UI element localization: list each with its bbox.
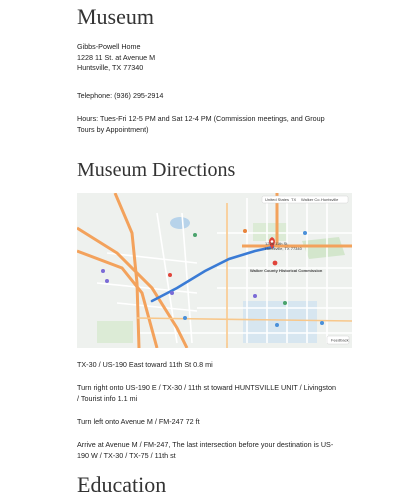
map-park: [253, 223, 287, 241]
direction-step: [77, 417, 357, 428]
map-pin-label: 1228 11th St,: [265, 241, 289, 246]
direction-step: [77, 440, 357, 461]
direction-step-line: / Tourist info 1.1 mi: [77, 393, 138, 403]
map-tab[interactable]: Huntsville: [321, 197, 339, 202]
hours-line: Hours: Tues-Fri 12-5 PM and Sat 12-4 PM (Commission meetings, and Group: [77, 114, 325, 123]
map-tab[interactable]: TX: [291, 197, 297, 202]
telephone-text: Telephone: (936) 295-2914: [77, 91, 164, 100]
direction-step-line: TX-30 / US-190 East toward 11th St 0.8 mi: [77, 360, 213, 369]
direction-step: [77, 383, 357, 404]
directions-list: [77, 360, 357, 474]
map-embed[interactable]: [77, 193, 352, 348]
address-line: Gibbs-Powell Home: [77, 42, 141, 51]
hours-line: Tours by Appointment): [77, 124, 149, 134]
map-feedback-button[interactable]: [327, 336, 349, 344]
direction-step-line: 190 W / TX-30 / TX-75 / 11th st: [77, 450, 176, 460]
direction-step: [77, 360, 357, 371]
map-water: [170, 217, 190, 229]
address-line: Huntsville, TX 77340: [77, 63, 144, 73]
poi-marker-icon[interactable]: [273, 261, 278, 266]
hours-text: [77, 114, 355, 135]
direction-step-line: Arrive at Avenue M / FM-247, The last intersection before your destination is US-: [77, 440, 334, 450]
map-pin-label: Huntsville, TX 77340: [265, 246, 302, 251]
map-breadcrumb-bar[interactable]: [262, 196, 348, 203]
direction-step-line: Turn left onto Avenue M / FM-247 72 ft: [77, 416, 200, 426]
museum-address: [77, 42, 155, 74]
map-park: [97, 321, 133, 343]
education-heading: Education: [77, 472, 167, 497]
map-poi-label: Walker County Historical Commission: [250, 268, 323, 273]
map-tab[interactable]: United States: [265, 197, 290, 202]
address-line: 1228 11 St. at Avenue M: [77, 52, 156, 62]
museum-heading: Museum: [77, 4, 154, 29]
directions-heading: Museum Directions: [77, 159, 236, 181]
map-tab[interactable]: Walker Co.: [301, 197, 321, 202]
feedback-label[interactable]: Feedback: [331, 337, 349, 343]
direction-step-line: Turn right onto US-190 E / TX-30 / 11th st toward HUNTSVILLE UNIT / Livingston: [77, 383, 336, 393]
map-canvas[interactable]: [77, 193, 352, 348]
